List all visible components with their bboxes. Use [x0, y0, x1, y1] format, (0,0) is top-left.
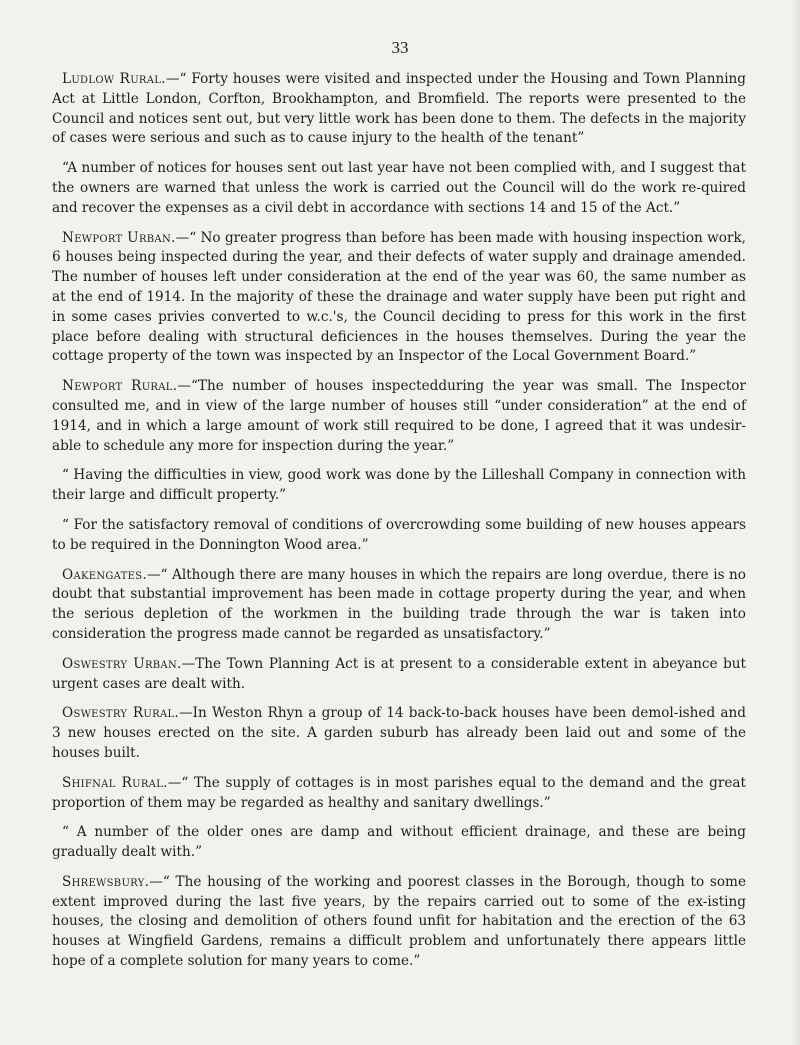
paragraph-oswestry-urban	[52, 655, 746, 695]
document-body	[52, 70, 746, 982]
paragraph-text: “ A number of the older ones are damp and without efficient drainage, and these are being gradually dealt with.”	[52, 824, 746, 861]
paragraph-text: —The Town Planning Act is at present to a considerable extent in abeyance but urgent cases are dealt with.	[52, 655, 746, 692]
paragraph-shifnal-older	[52, 823, 746, 863]
paragraph-text: “A number of notices for houses sent out last year have not been complied with, and I suggest that the owners are warned that unless the work is carried out the Council will do the work re-quired and recover the expenses as a civil debt in accordance with sections 14 and 15 of the Act.”	[52, 160, 746, 216]
page-edge-shadow	[792, 0, 800, 1045]
paragraph-shrewsbury	[52, 873, 746, 972]
section-lead: Newport Rural.	[62, 378, 178, 395]
paragraph-oakengates	[52, 566, 746, 645]
paragraph-text: —“ Although there are many houses in which the repairs are long overdue, there is no doubt that substantial improvement has been made in cottage property during the year, and when the serious depletion of the workmen in the building trade through the war is taken into consideration the progress made cannot be regarded as unsatisfactory.”	[52, 566, 746, 642]
section-lead: Oswestry Urban.	[62, 655, 182, 672]
paragraph-text: —“ Forty houses were visited and inspected under the Housing and Town Planning Act at Little London, Corfton, Brookhampton, and Bromfield. The reports were presented to the Council and notices sent out, but very little work has been done to them. The defects in the majority of cases were serious and such as to cause injury to the health of the tenant”	[52, 71, 747, 147]
section-lead: Oakengates.	[62, 566, 147, 583]
paragraph-text: —“ The supply of cottages is in most parishes equal to the demand and the great proportion of them may be regarded as healthy and sanitary dwellings.”	[52, 774, 746, 811]
section-lead: Shrewsbury.	[62, 873, 150, 890]
paragraph-oswestry-rural	[52, 704, 746, 763]
paragraph-shifnal-rural	[52, 774, 746, 814]
page-number: 33	[391, 38, 409, 57]
section-lead: Ludlow Rural.	[62, 71, 166, 87]
paragraph-text: “ For the satisfactory removal of conditions of overcrowding some building of new houses appears to be required in the Donnington Wood area.”	[52, 516, 746, 553]
section-lead: Oswestry Rural.	[62, 705, 180, 722]
paragraph-ludlow-rural-notices	[52, 159, 746, 218]
paragraph-newport-urban	[52, 229, 746, 368]
paragraph-newport-rural	[52, 377, 746, 456]
paragraph-text: —“ The housing of the working and poorest classes in the Borough, though to some extent improved during the last five years, by the repairs carried out to some of the ex-isting houses, the closing and demolition of others found unfit for habitation and the erection of the 63 houses at Wingfield Gardens, remains a difficult problem and unfortunately there appears little hope of a complete solution for many years to come.”	[52, 873, 746, 970]
paragraph-text: —In Weston Rhyn a group of 14 back-to-back houses have been demol-ished and 3 new houses erected on the site. A garden suburb has already been laid out and some of the houses built.	[52, 705, 746, 761]
paragraph-text: —“ No greater progress than before has been made with housing inspection work, 6 houses being inspected during the year, and their defects of water supply and drainage amended. The number of houses left under consideration at the end of the year was 60, the same number as at the end of 1914. In the majority of these the drainage and water supply have been put right and in some cases privies converted to w.c.'s, the Council deciding to press for this work in the first place before dealing with structural deficiences in the houses themselves. During the year the cottage property of the town was inspected by an Inspector of the Local Government Board.”	[52, 229, 746, 365]
section-lead: Newport Urban.	[62, 229, 176, 246]
paragraph-text: —“The number of houses inspectedduring the year was small. The Inspector consulted me, and in view of the large number of houses still “under consideration” at the end of 1914, and in which a large amount of work still required to be done, I agreed that it was undesir-able to schedule any more for inspection during the year.”	[52, 378, 746, 454]
section-lead: Shifnal Rural.	[62, 774, 168, 791]
paragraph-ludlow-rural	[52, 70, 746, 149]
paragraph-lilleshall	[52, 466, 746, 506]
paragraph-text: “ Having the difficulties in view, good work was done by the Lilleshall Company in connection with their large and difficult property.”	[52, 467, 746, 504]
paragraph-donnington	[52, 516, 746, 556]
